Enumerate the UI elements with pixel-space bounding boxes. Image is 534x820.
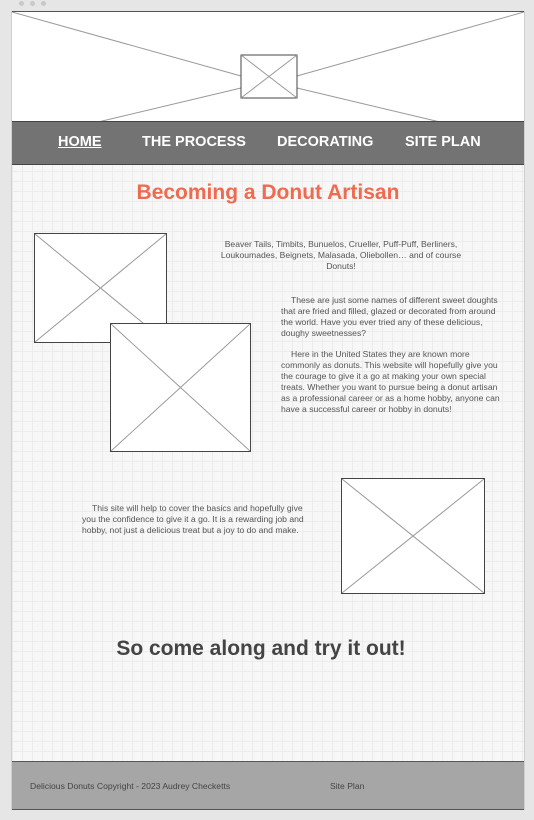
nav-item-home[interactable]: HOME: [58, 134, 102, 150]
nav-item-site-plan[interactable]: SITE PLAN: [405, 134, 481, 150]
paragraph-site-help: This site will help to cover the basics and hopefully give you the confidence to give it a go. It is a rewarding job and hobby, not just a delicious treat but a joy to do and make.: [82, 503, 304, 535]
intro-text: Beaver Tails, Timbits, Bunuelos, Crueller, Puff-Puff, Berliners, Loukoumades, Beignets, Malasada, Oliebollen… and of course Donuts!: [220, 239, 462, 271]
image-placeholder-icon: [111, 324, 250, 451]
footer-copyright: Delicious Donuts Copyright - 2023 Audrey Checketts: [30, 781, 231, 791]
main-navigation: [12, 121, 524, 165]
donut-image-placeholder-2: [110, 323, 251, 452]
paragraph-names: These are just some names of different sweet doughts that are fried and filled, glazed or decorated from around the world. Have you ever tried any of these delicious, doughy sweetnesses?: [281, 295, 498, 338]
paragraph-united-states: Here in the United States they are known more commonly as donuts. This website will hopefully give you the courage to give it a go at making your own special treats. Whether you want to pursue being a donut artisan as a professional career or as a home hobby, anyone can have a successful career or hobby in donuts!: [281, 349, 500, 414]
image-placeholder-icon: [342, 479, 484, 593]
window-dot-icon: [41, 1, 46, 6]
page-title: Becoming a Donut Artisan: [136, 181, 400, 204]
hero-banner-image: [12, 11, 524, 122]
hero-placeholder-icon: [12, 12, 524, 122]
page-frame: [11, 11, 525, 810]
nav-item-the-process[interactable]: THE PROCESS: [142, 134, 246, 150]
nav-item-decorating[interactable]: DECORATING: [277, 134, 374, 150]
window-dot-icon: [19, 1, 24, 6]
footer-site-plan-link[interactable]: Site Plan: [330, 781, 365, 791]
window-dot-icon: [30, 1, 35, 6]
call-to-action-heading: So come along and try it out!: [116, 637, 406, 660]
donut-image-placeholder-3: [341, 478, 485, 594]
window-chrome: [0, 0, 534, 11]
page-footer: [12, 761, 524, 810]
